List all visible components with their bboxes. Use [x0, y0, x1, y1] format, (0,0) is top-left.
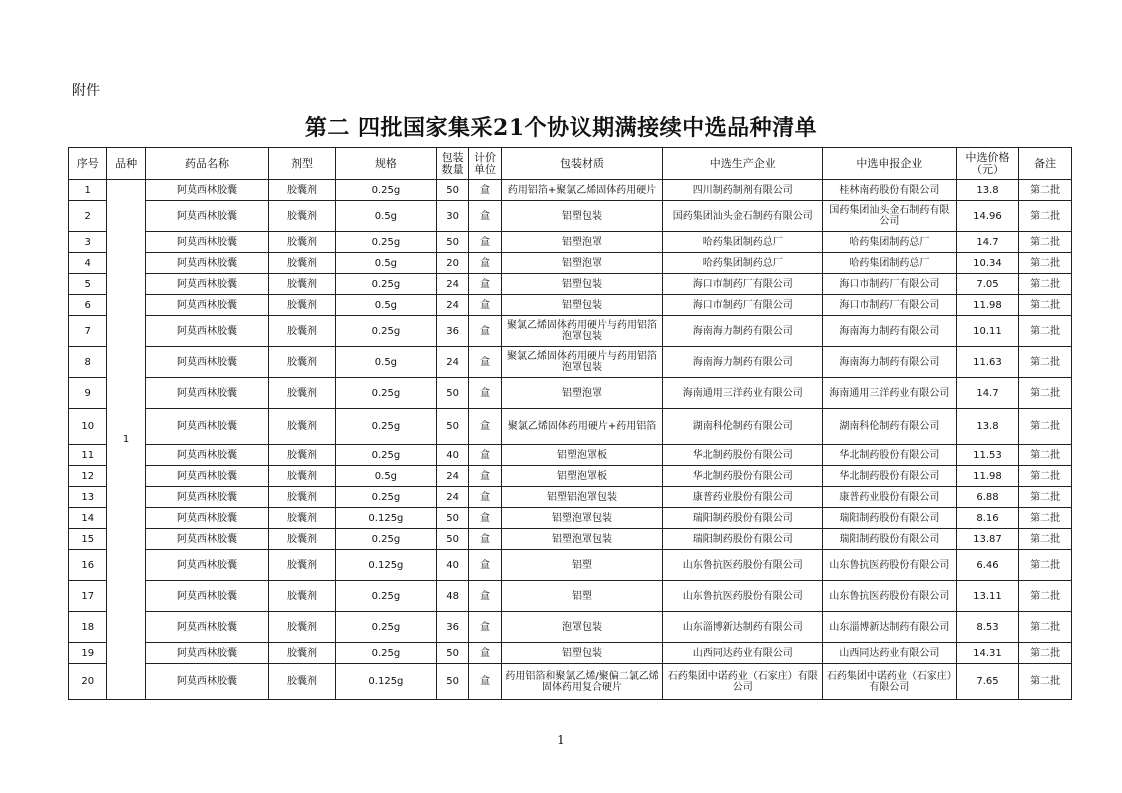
cell-price: 8.16 — [956, 508, 1019, 529]
cell-manufacturer: 海口市制药厂有限公司 — [663, 295, 823, 316]
col-header-manufacturer: 中选生产企业 — [663, 148, 823, 180]
cell-seq: 6 — [69, 295, 107, 316]
cell-remark: 第二批 — [1019, 232, 1072, 253]
cell-pack-qty: 24 — [436, 487, 468, 508]
cell-applicant: 瑞阳制药股份有限公司 — [823, 529, 956, 550]
cell-applicant: 海口市制药厂有限公司 — [823, 295, 956, 316]
cell-price: 14.31 — [956, 643, 1019, 664]
cell-price: 6.88 — [956, 487, 1019, 508]
table-row — [69, 529, 1072, 550]
cell-manufacturer: 海南海力制药有限公司 — [663, 347, 823, 378]
cell-unit: 盒 — [469, 487, 501, 508]
cell-spec: 0.25g — [335, 316, 436, 347]
cell-pack-qty: 50 — [436, 664, 468, 700]
table-header-row — [69, 148, 1072, 180]
cell-pack-qty: 50 — [436, 643, 468, 664]
cell-applicant: 海南通用三洋药业有限公司 — [823, 378, 956, 409]
cell-dosage-form: 胶囊剂 — [269, 508, 336, 529]
cell-dosage-form: 胶囊剂 — [269, 253, 336, 274]
cell-manufacturer: 山东淄博新达制药有限公司 — [663, 612, 823, 643]
cell-pack-qty: 36 — [436, 316, 468, 347]
cell-manufacturer: 海南海力制药有限公司 — [663, 316, 823, 347]
cell-dosage-form: 胶囊剂 — [269, 643, 336, 664]
cell-price: 10.34 — [956, 253, 1019, 274]
cell-pack-material: 聚氯乙烯固体药用硬片+药用铝箔 — [501, 409, 663, 445]
cell-dosage-form: 胶囊剂 — [269, 201, 336, 232]
cell-drug-name: 阿莫西林胶囊 — [145, 378, 268, 409]
cell-manufacturer: 康普药业股份有限公司 — [663, 487, 823, 508]
cell-spec: 0.25g — [335, 529, 436, 550]
cell-remark: 第二批 — [1019, 316, 1072, 347]
cell-dosage-form: 胶囊剂 — [269, 581, 336, 612]
cell-dosage-form: 胶囊剂 — [269, 529, 336, 550]
cell-seq: 18 — [69, 612, 107, 643]
cell-seq: 12 — [69, 466, 107, 487]
cell-applicant: 康普药业股份有限公司 — [823, 487, 956, 508]
cell-price: 11.98 — [956, 466, 1019, 487]
cell-seq: 9 — [69, 378, 107, 409]
cell-applicant: 华北制药股份有限公司 — [823, 445, 956, 466]
table-row — [69, 232, 1072, 253]
cell-seq: 10 — [69, 409, 107, 445]
cell-price: 11.53 — [956, 445, 1019, 466]
cell-spec: 0.25g — [335, 445, 436, 466]
cell-dosage-form: 胶囊剂 — [269, 664, 336, 700]
cell-applicant: 石药集团中诺药业（石家庄）有限公司 — [823, 664, 956, 700]
cell-manufacturer: 山西同达药业有限公司 — [663, 643, 823, 664]
cell-dosage-form: 胶囊剂 — [269, 347, 336, 378]
cell-unit: 盒 — [469, 466, 501, 487]
cell-seq: 20 — [69, 664, 107, 700]
cell-pack-qty: 50 — [436, 529, 468, 550]
cell-pack-material: 铝塑泡罩包装 — [501, 529, 663, 550]
cell-price: 14.7 — [956, 232, 1019, 253]
cell-remark: 第二批 — [1019, 466, 1072, 487]
cell-pack-material: 铝塑泡罩 — [501, 232, 663, 253]
cell-remark: 第二批 — [1019, 550, 1072, 581]
cell-remark: 第二批 — [1019, 253, 1072, 274]
cell-unit: 盒 — [469, 295, 501, 316]
cell-spec: 0.125g — [335, 550, 436, 581]
cell-remark: 第二批 — [1019, 445, 1072, 466]
cell-pack-material: 铝塑包装 — [501, 201, 663, 232]
table-row — [69, 274, 1072, 295]
cell-seq: 7 — [69, 316, 107, 347]
attachment-label: 附件 — [72, 83, 100, 99]
col-header-unit: 计价单位 — [469, 148, 501, 180]
table-row — [69, 612, 1072, 643]
cell-drug-name: 阿莫西林胶囊 — [145, 347, 268, 378]
cell-pack-qty: 40 — [436, 445, 468, 466]
cell-drug-name: 阿莫西林胶囊 — [145, 550, 268, 581]
cell-drug-name: 阿莫西林胶囊 — [145, 232, 268, 253]
table-row — [69, 253, 1072, 274]
cell-price: 11.98 — [956, 295, 1019, 316]
cell-remark: 第二批 — [1019, 180, 1072, 201]
cell-pack-qty: 50 — [436, 378, 468, 409]
col-header-pack-qty: 包装数量 — [436, 148, 468, 180]
cell-dosage-form: 胶囊剂 — [269, 466, 336, 487]
cell-price: 13.8 — [956, 180, 1019, 201]
cell-seq: 11 — [69, 445, 107, 466]
winning-varieties-table — [68, 147, 1072, 700]
cell-remark: 第二批 — [1019, 201, 1072, 232]
table-row — [69, 664, 1072, 700]
cell-remark: 第二批 — [1019, 347, 1072, 378]
cell-pack-material: 铝塑包装 — [501, 274, 663, 295]
cell-price: 7.65 — [956, 664, 1019, 700]
cell-drug-name: 阿莫西林胶囊 — [145, 253, 268, 274]
cell-remark: 第二批 — [1019, 295, 1072, 316]
cell-unit: 盒 — [469, 347, 501, 378]
cell-price: 8.53 — [956, 612, 1019, 643]
cell-manufacturer: 四川制药制剂有限公司 — [663, 180, 823, 201]
cell-pack-material: 泡罩包装 — [501, 612, 663, 643]
cell-pack-qty: 40 — [436, 550, 468, 581]
cell-spec: 0.25g — [335, 378, 436, 409]
cell-drug-name: 阿莫西林胶囊 — [145, 409, 268, 445]
cell-remark: 第二批 — [1019, 487, 1072, 508]
cell-manufacturer: 山东鲁抗医药股份有限公司 — [663, 550, 823, 581]
cell-applicant: 山西同达药业有限公司 — [823, 643, 956, 664]
cell-spec: 0.5g — [335, 201, 436, 232]
col-header-drug-name: 药品名称 — [145, 148, 268, 180]
table-row — [69, 581, 1072, 612]
cell-drug-name: 阿莫西林胶囊 — [145, 487, 268, 508]
cell-remark: 第二批 — [1019, 378, 1072, 409]
cell-applicant: 国药集团汕头金石制药有限公司 — [823, 201, 956, 232]
col-header-spec: 规格 — [335, 148, 436, 180]
cell-seq: 5 — [69, 274, 107, 295]
cell-unit: 盒 — [469, 232, 501, 253]
col-header-variety: 品种 — [107, 148, 145, 180]
cell-manufacturer: 国药集团汕头金石制药有限公司 — [663, 201, 823, 232]
cell-drug-name: 阿莫西林胶囊 — [145, 180, 268, 201]
cell-pack-material: 铝塑铝泡罩包装 — [501, 487, 663, 508]
cell-spec: 0.25g — [335, 581, 436, 612]
cell-drug-name: 阿莫西林胶囊 — [145, 316, 268, 347]
cell-drug-name: 阿莫西林胶囊 — [145, 581, 268, 612]
cell-manufacturer: 石药集团中诺药业（石家庄）有限公司 — [663, 664, 823, 700]
cell-pack-qty: 24 — [436, 466, 468, 487]
cell-unit: 盒 — [469, 201, 501, 232]
cell-pack-qty: 50 — [436, 180, 468, 201]
col-header-price: 中选价格（元） — [956, 148, 1019, 180]
cell-seq: 17 — [69, 581, 107, 612]
cell-unit: 盒 — [469, 612, 501, 643]
cell-pack-qty: 48 — [436, 581, 468, 612]
cell-drug-name: 阿莫西林胶囊 — [145, 295, 268, 316]
col-header-applicant: 中选申报企业 — [823, 148, 956, 180]
cell-pack-material: 铝塑 — [501, 581, 663, 612]
cell-seq: 4 — [69, 253, 107, 274]
cell-price: 13.87 — [956, 529, 1019, 550]
cell-manufacturer: 山东鲁抗医药股份有限公司 — [663, 581, 823, 612]
cell-pack-material: 铝塑泡罩 — [501, 253, 663, 274]
cell-spec: 0.5g — [335, 295, 436, 316]
cell-price: 11.63 — [956, 347, 1019, 378]
cell-spec: 0.25g — [335, 487, 436, 508]
cell-pack-qty: 50 — [436, 409, 468, 445]
cell-seq: 2 — [69, 201, 107, 232]
table-row — [69, 643, 1072, 664]
table-row — [69, 180, 1072, 201]
cell-spec: 0.25g — [335, 232, 436, 253]
cell-pack-material: 铝塑包装 — [501, 643, 663, 664]
cell-unit: 盒 — [469, 180, 501, 201]
cell-dosage-form: 胶囊剂 — [269, 295, 336, 316]
cell-pack-material: 铝塑泡罩板 — [501, 445, 663, 466]
cell-dosage-form: 胶囊剂 — [269, 550, 336, 581]
cell-unit: 盒 — [469, 643, 501, 664]
cell-dosage-form: 胶囊剂 — [269, 180, 336, 201]
cell-price: 10.11 — [956, 316, 1019, 347]
cell-manufacturer: 瑞阳制药股份有限公司 — [663, 529, 823, 550]
table-row — [69, 550, 1072, 581]
col-header-pack-material: 包装材质 — [501, 148, 663, 180]
cell-remark: 第二批 — [1019, 612, 1072, 643]
cell-seq: 15 — [69, 529, 107, 550]
cell-applicant: 湖南科伦制药有限公司 — [823, 409, 956, 445]
table-row — [69, 487, 1072, 508]
cell-seq: 19 — [69, 643, 107, 664]
cell-unit: 盒 — [469, 664, 501, 700]
cell-pack-material: 铝塑泡罩板 — [501, 466, 663, 487]
cell-dosage-form: 胶囊剂 — [269, 445, 336, 466]
cell-remark: 第二批 — [1019, 581, 1072, 612]
cell-seq: 13 — [69, 487, 107, 508]
table-row — [69, 508, 1072, 529]
cell-pack-material: 铝塑 — [501, 550, 663, 581]
cell-pack-qty: 20 — [436, 253, 468, 274]
cell-seq: 8 — [69, 347, 107, 378]
cell-pack-qty: 24 — [436, 274, 468, 295]
cell-price: 14.7 — [956, 378, 1019, 409]
cell-manufacturer: 哈药集团制药总厂 — [663, 232, 823, 253]
cell-pack-material: 聚氯乙烯固体药用硬片与药用铝箔泡罩包装 — [501, 316, 663, 347]
cell-drug-name: 阿莫西林胶囊 — [145, 445, 268, 466]
cell-spec: 0.25g — [335, 612, 436, 643]
cell-manufacturer: 海口市制药厂有限公司 — [663, 274, 823, 295]
cell-dosage-form: 胶囊剂 — [269, 232, 336, 253]
cell-pack-material: 药用铝箔+聚氯乙烯固体药用硬片 — [501, 180, 663, 201]
cell-seq: 3 — [69, 232, 107, 253]
cell-pack-qty: 36 — [436, 612, 468, 643]
cell-price: 6.46 — [956, 550, 1019, 581]
table-row — [69, 409, 1072, 445]
cell-spec: 0.5g — [335, 347, 436, 378]
cell-applicant: 瑞阳制药股份有限公司 — [823, 508, 956, 529]
page-title: 第二 四批国家集采21个协议期满接续中选品种清单 — [304, 115, 818, 141]
cell-unit: 盒 — [469, 378, 501, 409]
cell-pack-qty: 50 — [436, 508, 468, 529]
cell-remark: 第二批 — [1019, 664, 1072, 700]
cell-spec: 0.25g — [335, 409, 436, 445]
cell-unit: 盒 — [469, 409, 501, 445]
cell-price: 7.05 — [956, 274, 1019, 295]
cell-drug-name: 阿莫西林胶囊 — [145, 643, 268, 664]
cell-unit: 盒 — [469, 529, 501, 550]
cell-remark: 第二批 — [1019, 529, 1072, 550]
cell-unit: 盒 — [469, 316, 501, 347]
cell-dosage-form: 胶囊剂 — [269, 274, 336, 295]
cell-seq: 1 — [69, 180, 107, 201]
table-row — [69, 445, 1072, 466]
table-row — [69, 347, 1072, 378]
cell-pack-qty: 24 — [436, 347, 468, 378]
cell-applicant: 哈药集团制药总厂 — [823, 253, 956, 274]
cell-dosage-form: 胶囊剂 — [269, 378, 336, 409]
cell-applicant: 哈药集团制药总厂 — [823, 232, 956, 253]
cell-price: 13.8 — [956, 409, 1019, 445]
cell-applicant: 海口市制药厂有限公司 — [823, 274, 956, 295]
cell-dosage-form: 胶囊剂 — [269, 409, 336, 445]
cell-spec: 0.25g — [335, 180, 436, 201]
cell-dosage-form: 胶囊剂 — [269, 612, 336, 643]
cell-seq: 14 — [69, 508, 107, 529]
cell-dosage-form: 胶囊剂 — [269, 316, 336, 347]
cell-pack-qty: 30 — [436, 201, 468, 232]
cell-unit: 盒 — [469, 581, 501, 612]
cell-pack-material: 铝塑泡罩包装 — [501, 508, 663, 529]
cell-drug-name: 阿莫西林胶囊 — [145, 466, 268, 487]
col-header-remark: 备注 — [1019, 148, 1072, 180]
cell-applicant: 华北制药股份有限公司 — [823, 466, 956, 487]
cell-manufacturer: 瑞阳制药股份有限公司 — [663, 508, 823, 529]
cell-drug-name: 阿莫西林胶囊 — [145, 529, 268, 550]
cell-spec: 0.25g — [335, 643, 436, 664]
cell-drug-name: 阿莫西林胶囊 — [145, 274, 268, 295]
table-row — [69, 378, 1072, 409]
cell-spec: 0.125g — [335, 664, 436, 700]
cell-seq: 16 — [69, 550, 107, 581]
cell-spec: 0.5g — [335, 253, 436, 274]
col-header-dosage-form: 剂型 — [269, 148, 336, 180]
cell-spec: 0.125g — [335, 508, 436, 529]
col-header-seq: 序号 — [69, 148, 107, 180]
cell-manufacturer: 华北制药股份有限公司 — [663, 445, 823, 466]
cell-applicant: 海南海力制药有限公司 — [823, 316, 956, 347]
cell-pack-qty: 24 — [436, 295, 468, 316]
cell-applicant: 山东淄博新达制药有限公司 — [823, 612, 956, 643]
cell-drug-name: 阿莫西林胶囊 — [145, 612, 268, 643]
cell-drug-name: 阿莫西林胶囊 — [145, 664, 268, 700]
cell-remark: 第二批 — [1019, 409, 1072, 445]
cell-spec: 0.25g — [335, 274, 436, 295]
cell-remark: 第二批 — [1019, 508, 1072, 529]
cell-manufacturer: 哈药集团制药总厂 — [663, 253, 823, 274]
cell-pack-material: 药用铝箔和聚氯乙烯/聚偏二氯乙烯固体药用复合硬片 — [501, 664, 663, 700]
cell-manufacturer: 湖南科伦制药有限公司 — [663, 409, 823, 445]
cell-unit: 盒 — [469, 253, 501, 274]
table-row — [69, 466, 1072, 487]
cell-applicant: 海南海力制药有限公司 — [823, 347, 956, 378]
cell-spec: 0.5g — [335, 466, 436, 487]
cell-pack-qty: 50 — [436, 232, 468, 253]
cell-unit: 盒 — [469, 274, 501, 295]
cell-drug-name: 阿莫西林胶囊 — [145, 201, 268, 232]
cell-unit: 盒 — [469, 508, 501, 529]
cell-remark: 第二批 — [1019, 274, 1072, 295]
cell-drug-name: 阿莫西林胶囊 — [145, 508, 268, 529]
cell-manufacturer: 海南通用三洋药业有限公司 — [663, 378, 823, 409]
cell-pack-material: 铝塑包装 — [501, 295, 663, 316]
cell-manufacturer: 华北制药股份有限公司 — [663, 466, 823, 487]
cell-pack-material: 铝塑泡罩 — [501, 378, 663, 409]
cell-dosage-form: 胶囊剂 — [269, 487, 336, 508]
cell-pack-material: 聚氯乙烯固体药用硬片与药用铝箔泡罩包装 — [501, 347, 663, 378]
cell-applicant: 桂林南药股份有限公司 — [823, 180, 956, 201]
table-row — [69, 201, 1072, 232]
page-number: 1 — [557, 733, 565, 747]
cell-price: 14.96 — [956, 201, 1019, 232]
cell-price: 13.11 — [956, 581, 1019, 612]
cell-unit: 盒 — [469, 445, 501, 466]
cell-applicant: 山东鲁抗医药股份有限公司 — [823, 581, 956, 612]
table-row — [69, 295, 1072, 316]
cell-unit: 盒 — [469, 550, 501, 581]
cell-variety: 1 — [107, 180, 145, 700]
cell-applicant: 山东鲁抗医药股份有限公司 — [823, 550, 956, 581]
cell-remark: 第二批 — [1019, 643, 1072, 664]
table-row — [69, 316, 1072, 347]
